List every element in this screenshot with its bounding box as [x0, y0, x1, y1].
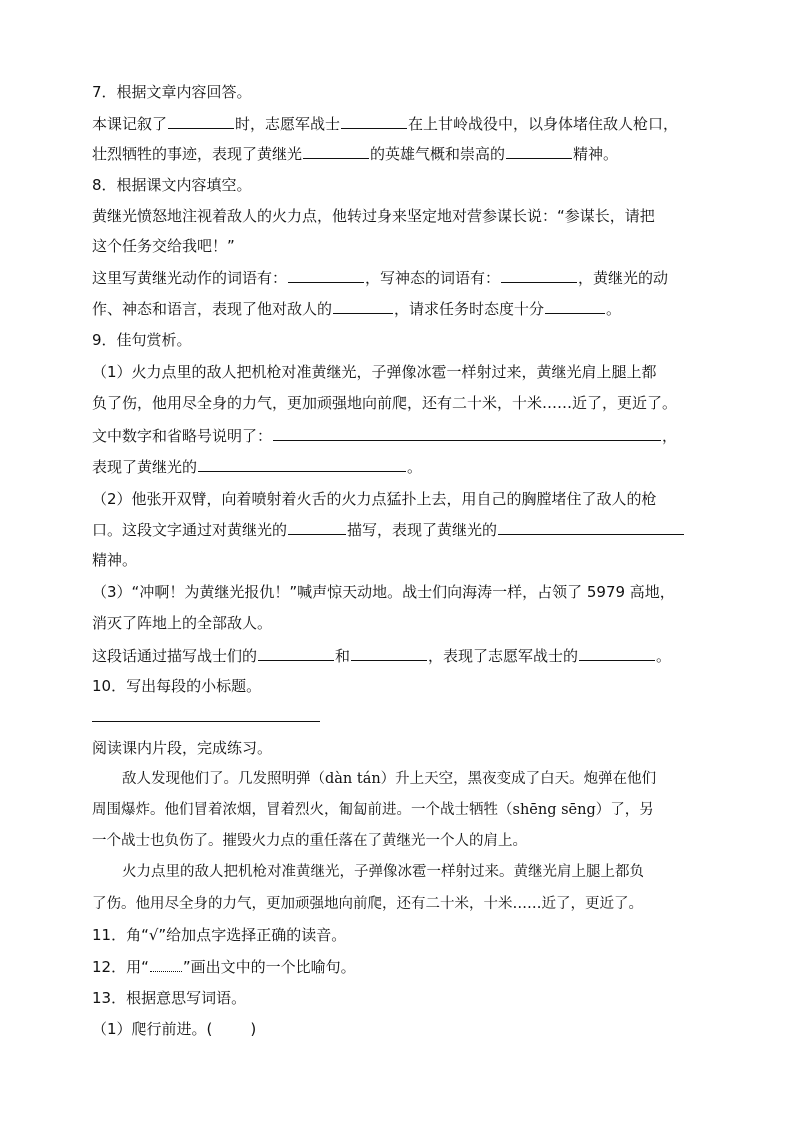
q9-blank-7[interactable] — [579, 645, 655, 661]
q9-blank-2[interactable] — [198, 456, 406, 472]
q8-line-1: 黄继光愤怒地注视着敌人的火力点，他转过身来坚定地对营参谋长说：“参谋长，请把 — [92, 207, 655, 225]
q9-p1-line-3: 文中数字和省略号说明了： ， — [92, 427, 678, 445]
q9-blank-1[interactable] — [273, 425, 661, 441]
q10-title: 10．写出每段的小标题。 — [92, 677, 262, 695]
q7-blank-1[interactable] — [168, 113, 234, 129]
q8-blank-2[interactable] — [501, 267, 577, 283]
q8-blank-4[interactable] — [545, 298, 605, 314]
q8-title: 8．根据课文内容填空。 — [92, 176, 252, 194]
q9-title: 9．佳句赏析。 — [92, 331, 192, 349]
q7-title: 7．根据文章内容回答。 — [92, 83, 252, 101]
reading-para1-line-3: 一个战士也负伤了。摧毁火力点的重任落在了黄继光一个人的肩上。 — [92, 833, 527, 849]
q8-line-4: 作、神态和语言，表现了他对敌人的 ，请求任务时态度十分 。 — [92, 300, 622, 318]
q9-blank-3[interactable] — [288, 519, 346, 535]
q9-p3-line-3: 这段话通过描写战士们的 和 ，表现了志愿军战士的 。 — [92, 647, 672, 665]
q9-p1-line-2: 负了伤，他用尽全身的力气，更加顽强地向前爬，还有二十米，十米……近了，更近了。 — [92, 394, 678, 412]
q9-p2-line-2: 口。这段文字通过对黄继光的 描写，表现了黄继光的 — [92, 519, 685, 540]
q13-title: 13．根据意思写词语。 — [92, 989, 247, 1007]
q9-p1-line-4: 表现了黄继光的 。 — [92, 458, 423, 476]
reading-para2-line-2: 了伤。他用尽全身的力气，更加顽强地向前爬，还有二十米，十米……近了，更近了。 — [92, 896, 643, 912]
q9-blank-4[interactable] — [498, 519, 684, 535]
q8-line-2: 这个任务交给我吧！” — [92, 237, 235, 255]
q9-p3-line-1: （3）“冲啊！为黄继光报仇！”喊声惊天动地。战士们向海涛一样，占领了 5979 高地， — [92, 583, 675, 601]
q9-blank-6[interactable] — [351, 645, 427, 661]
q9-blank-5[interactable] — [258, 645, 334, 661]
reading-para1-line-1: 敌人发现他们了。几发照明弹（dàn tán）升上天空，黑夜变成了白天。炮弹在他们 — [122, 771, 657, 787]
q9-p2-line-1: （2）他张开双臂，向着喷射着火舌的火力点猛扑上去，用自己的胸膛堵住了敌人的枪 — [92, 490, 657, 508]
q8-blank-3[interactable] — [333, 298, 393, 314]
reading-para2-line-1: 火力点里的敌人把机枪对准黄继光，子弹像冰雹一样射过来。黄继光肩上腿上都负 — [122, 864, 644, 880]
q9-p2-line-3: 精神。 — [92, 551, 138, 569]
q7-line-2: 壮烈牺牲的事迹，表现了黄继光 的英雄气概和崇高的 精神。 — [92, 145, 619, 163]
q7-line-1: 本课记叙了 时，志愿军战士 在上甘岭战役中，以身体堵住敌人枪口， — [92, 115, 679, 133]
q7-blank-4[interactable] — [506, 143, 572, 159]
q8-line-3: 这里写黄继光动作的词语有： ，写神态的词语有： ，黄继光的动 — [92, 269, 669, 287]
reading-para1-line-2: 周围爆炸。他们冒着浓烟，冒着烈火，匍匐前进。一个战士牺牲（shēng sēng）了，另 — [92, 802, 654, 818]
q10-answer-line[interactable] — [92, 721, 320, 722]
wavy-underline-icon — [150, 965, 182, 972]
q9-p3-line-2: 消灭了阵地上的全部敌人。 — [92, 614, 273, 632]
q8-blank-1[interactable] — [288, 267, 364, 283]
q7-blank-2[interactable] — [341, 113, 407, 129]
q9-p1-line-1: （1）火力点里的敌人把机枪对准黄继光，子弹像冰雹一样射过来，黄继光肩上腿上都 — [92, 363, 657, 381]
reading-intro: 阅读课内片段，完成练习。 — [92, 739, 273, 757]
q11-title: 11．角“√”给加点字选择正确的读音。 — [92, 926, 347, 944]
q12-title: 12．用“ ”画出文中的一个比喻句。 — [92, 958, 356, 976]
q13-item-1: （1）爬行前进。( ) — [92, 1020, 257, 1038]
q7-blank-3[interactable] — [303, 143, 369, 159]
